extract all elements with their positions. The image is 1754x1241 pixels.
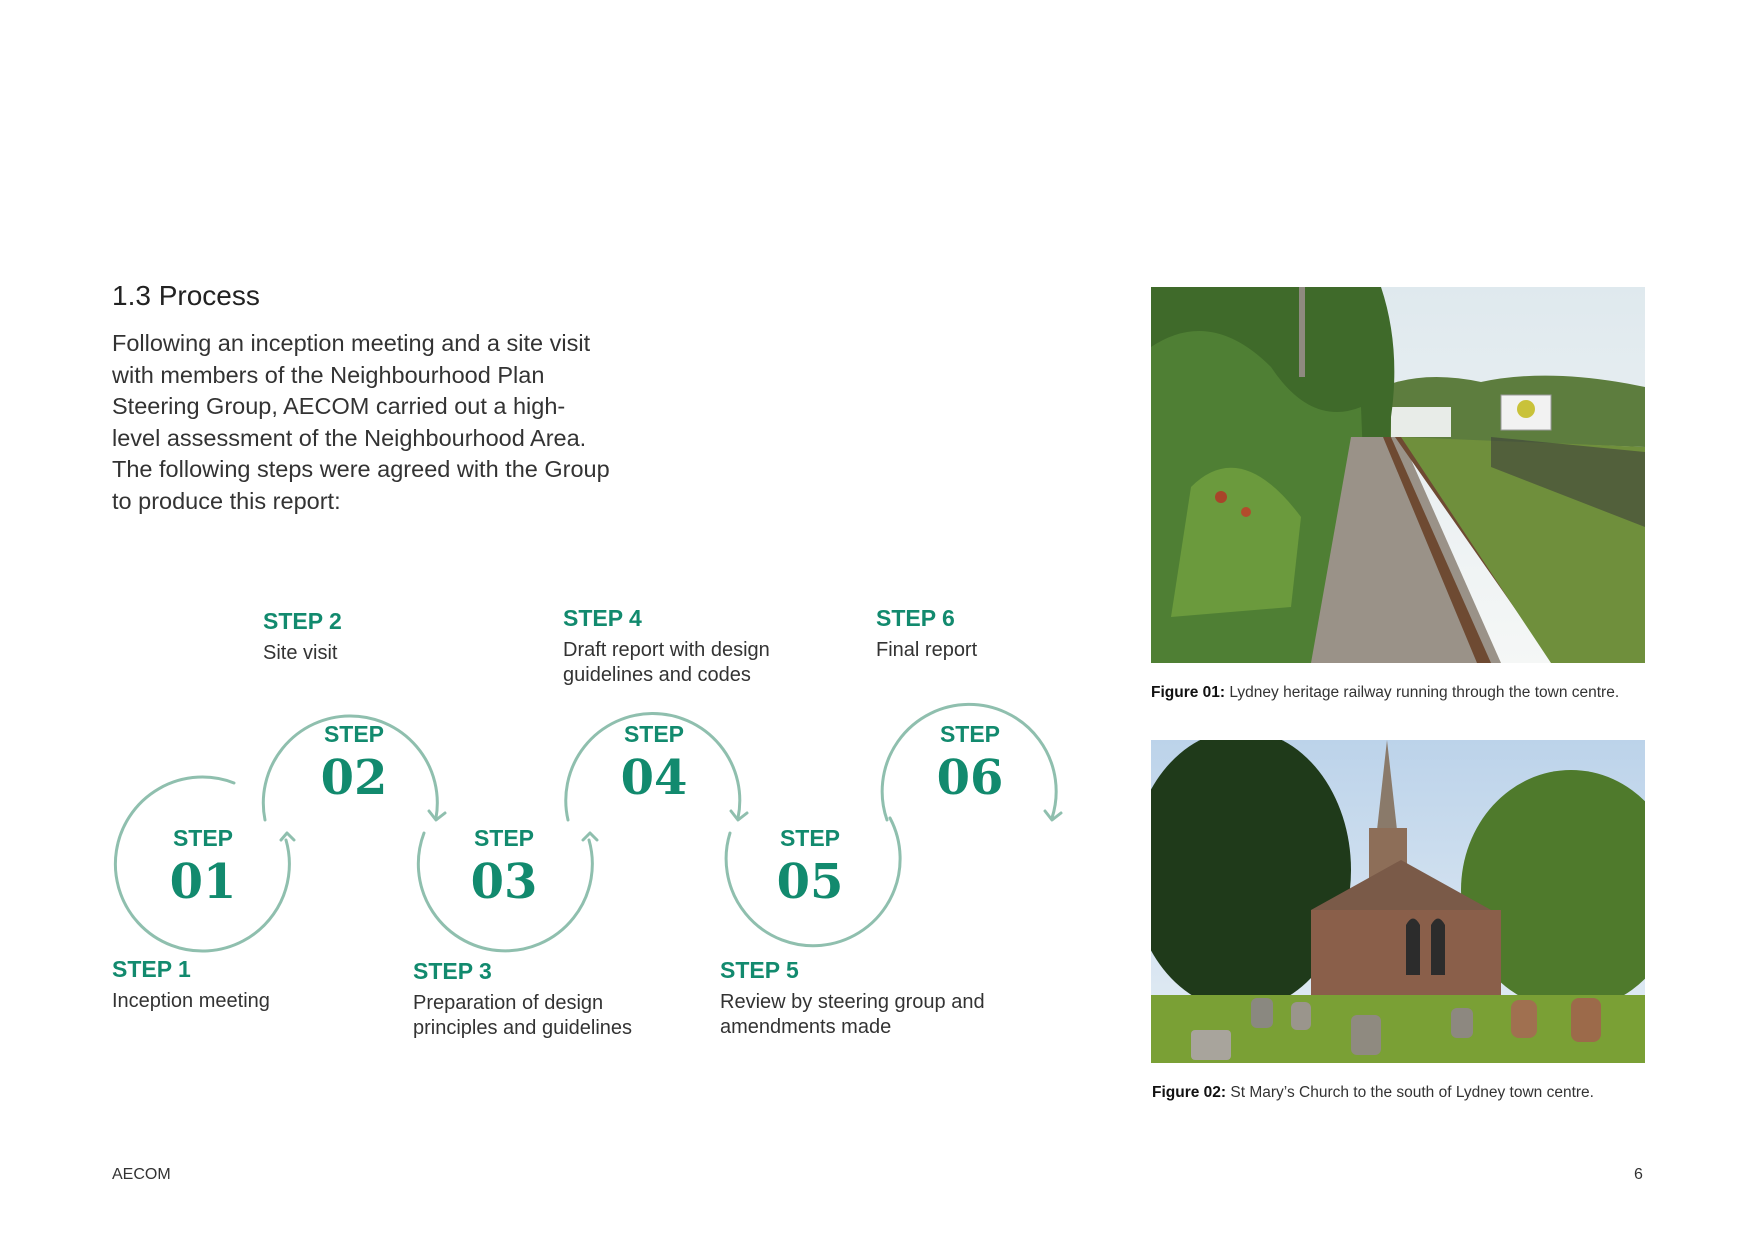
figure-label: Figure 02:	[1152, 1084, 1227, 1101]
badge-step-label: STEP	[473, 825, 535, 851]
page-number: 6	[1634, 1166, 1643, 1183]
figure-02-photo	[1151, 740, 1645, 1063]
badge-step-label: STEP	[779, 825, 841, 851]
step-2-block	[263, 608, 342, 666]
figure-label: Figure 01:	[1151, 684, 1226, 701]
badge-step-number: 04	[620, 750, 688, 806]
badge-step-label: STEP	[939, 721, 1001, 747]
step-5-block	[720, 957, 990, 1040]
step-description: Site visit	[263, 642, 338, 664]
step-description: Review by steering group and amendments made	[720, 991, 985, 1038]
step-description: Final report	[876, 639, 978, 661]
arrowhead-icon	[1045, 811, 1061, 820]
badge-step-number: 02	[320, 750, 388, 806]
step-6-block	[876, 605, 977, 663]
step-description: Preparation of design principles and guidelines	[413, 992, 633, 1039]
arrowhead-icon	[281, 833, 294, 840]
step-1-block	[112, 956, 270, 1014]
ring-05	[726, 818, 900, 946]
arrowhead-icon	[583, 833, 597, 840]
figure-02-caption	[1152, 1083, 1672, 1102]
badge-step-number: 03	[470, 854, 538, 910]
badge-step-label: STEP	[623, 721, 685, 747]
step-heading: STEP 4	[563, 605, 642, 631]
step-heading: STEP 6	[876, 605, 955, 631]
badge-step-label: STEP	[172, 825, 234, 851]
footer-brand: AECOM	[112, 1166, 171, 1183]
ring-01	[115, 777, 289, 951]
ring-03	[418, 833, 592, 951]
step-4-block	[563, 605, 823, 688]
step-heading: STEP 3	[413, 958, 492, 984]
figure-caption-text: Lydney heritage railway running through the town centre.	[1229, 684, 1620, 701]
ring-02	[263, 716, 437, 820]
badge-step-label: STEP	[323, 721, 385, 747]
badge-step-number: 01	[169, 854, 237, 910]
step-heading: STEP 1	[112, 956, 191, 982]
ring-06	[882, 704, 1056, 820]
intro-paragraph: Following an inception meeting and a site visit with members of the Neighbourhood Plan Steering Group, AECOM carried out a high-level assessment of the Neighbourhood Area. The following steps were agreed with the Group to produce this report:	[112, 330, 610, 514]
step-3-block	[413, 958, 673, 1041]
step-heading: STEP 2	[263, 608, 342, 634]
step-heading: STEP 5	[720, 957, 799, 983]
figure-01-caption	[1151, 683, 1645, 702]
arrowhead-icon	[731, 811, 747, 820]
figure-caption-text: St Mary’s Church to the south of Lydney town centre.	[1230, 1084, 1594, 1101]
badge-step-number: 06	[936, 750, 1004, 806]
badge-step-number: 05	[776, 854, 844, 910]
arrowhead-icon	[429, 811, 445, 820]
figure-01-photo	[1151, 287, 1645, 663]
step-description: Draft report with design guidelines and codes	[563, 639, 770, 686]
step-description: Inception meeting	[112, 990, 270, 1012]
section-title: 1.3 Process	[112, 280, 260, 311]
ring-04	[566, 713, 740, 820]
